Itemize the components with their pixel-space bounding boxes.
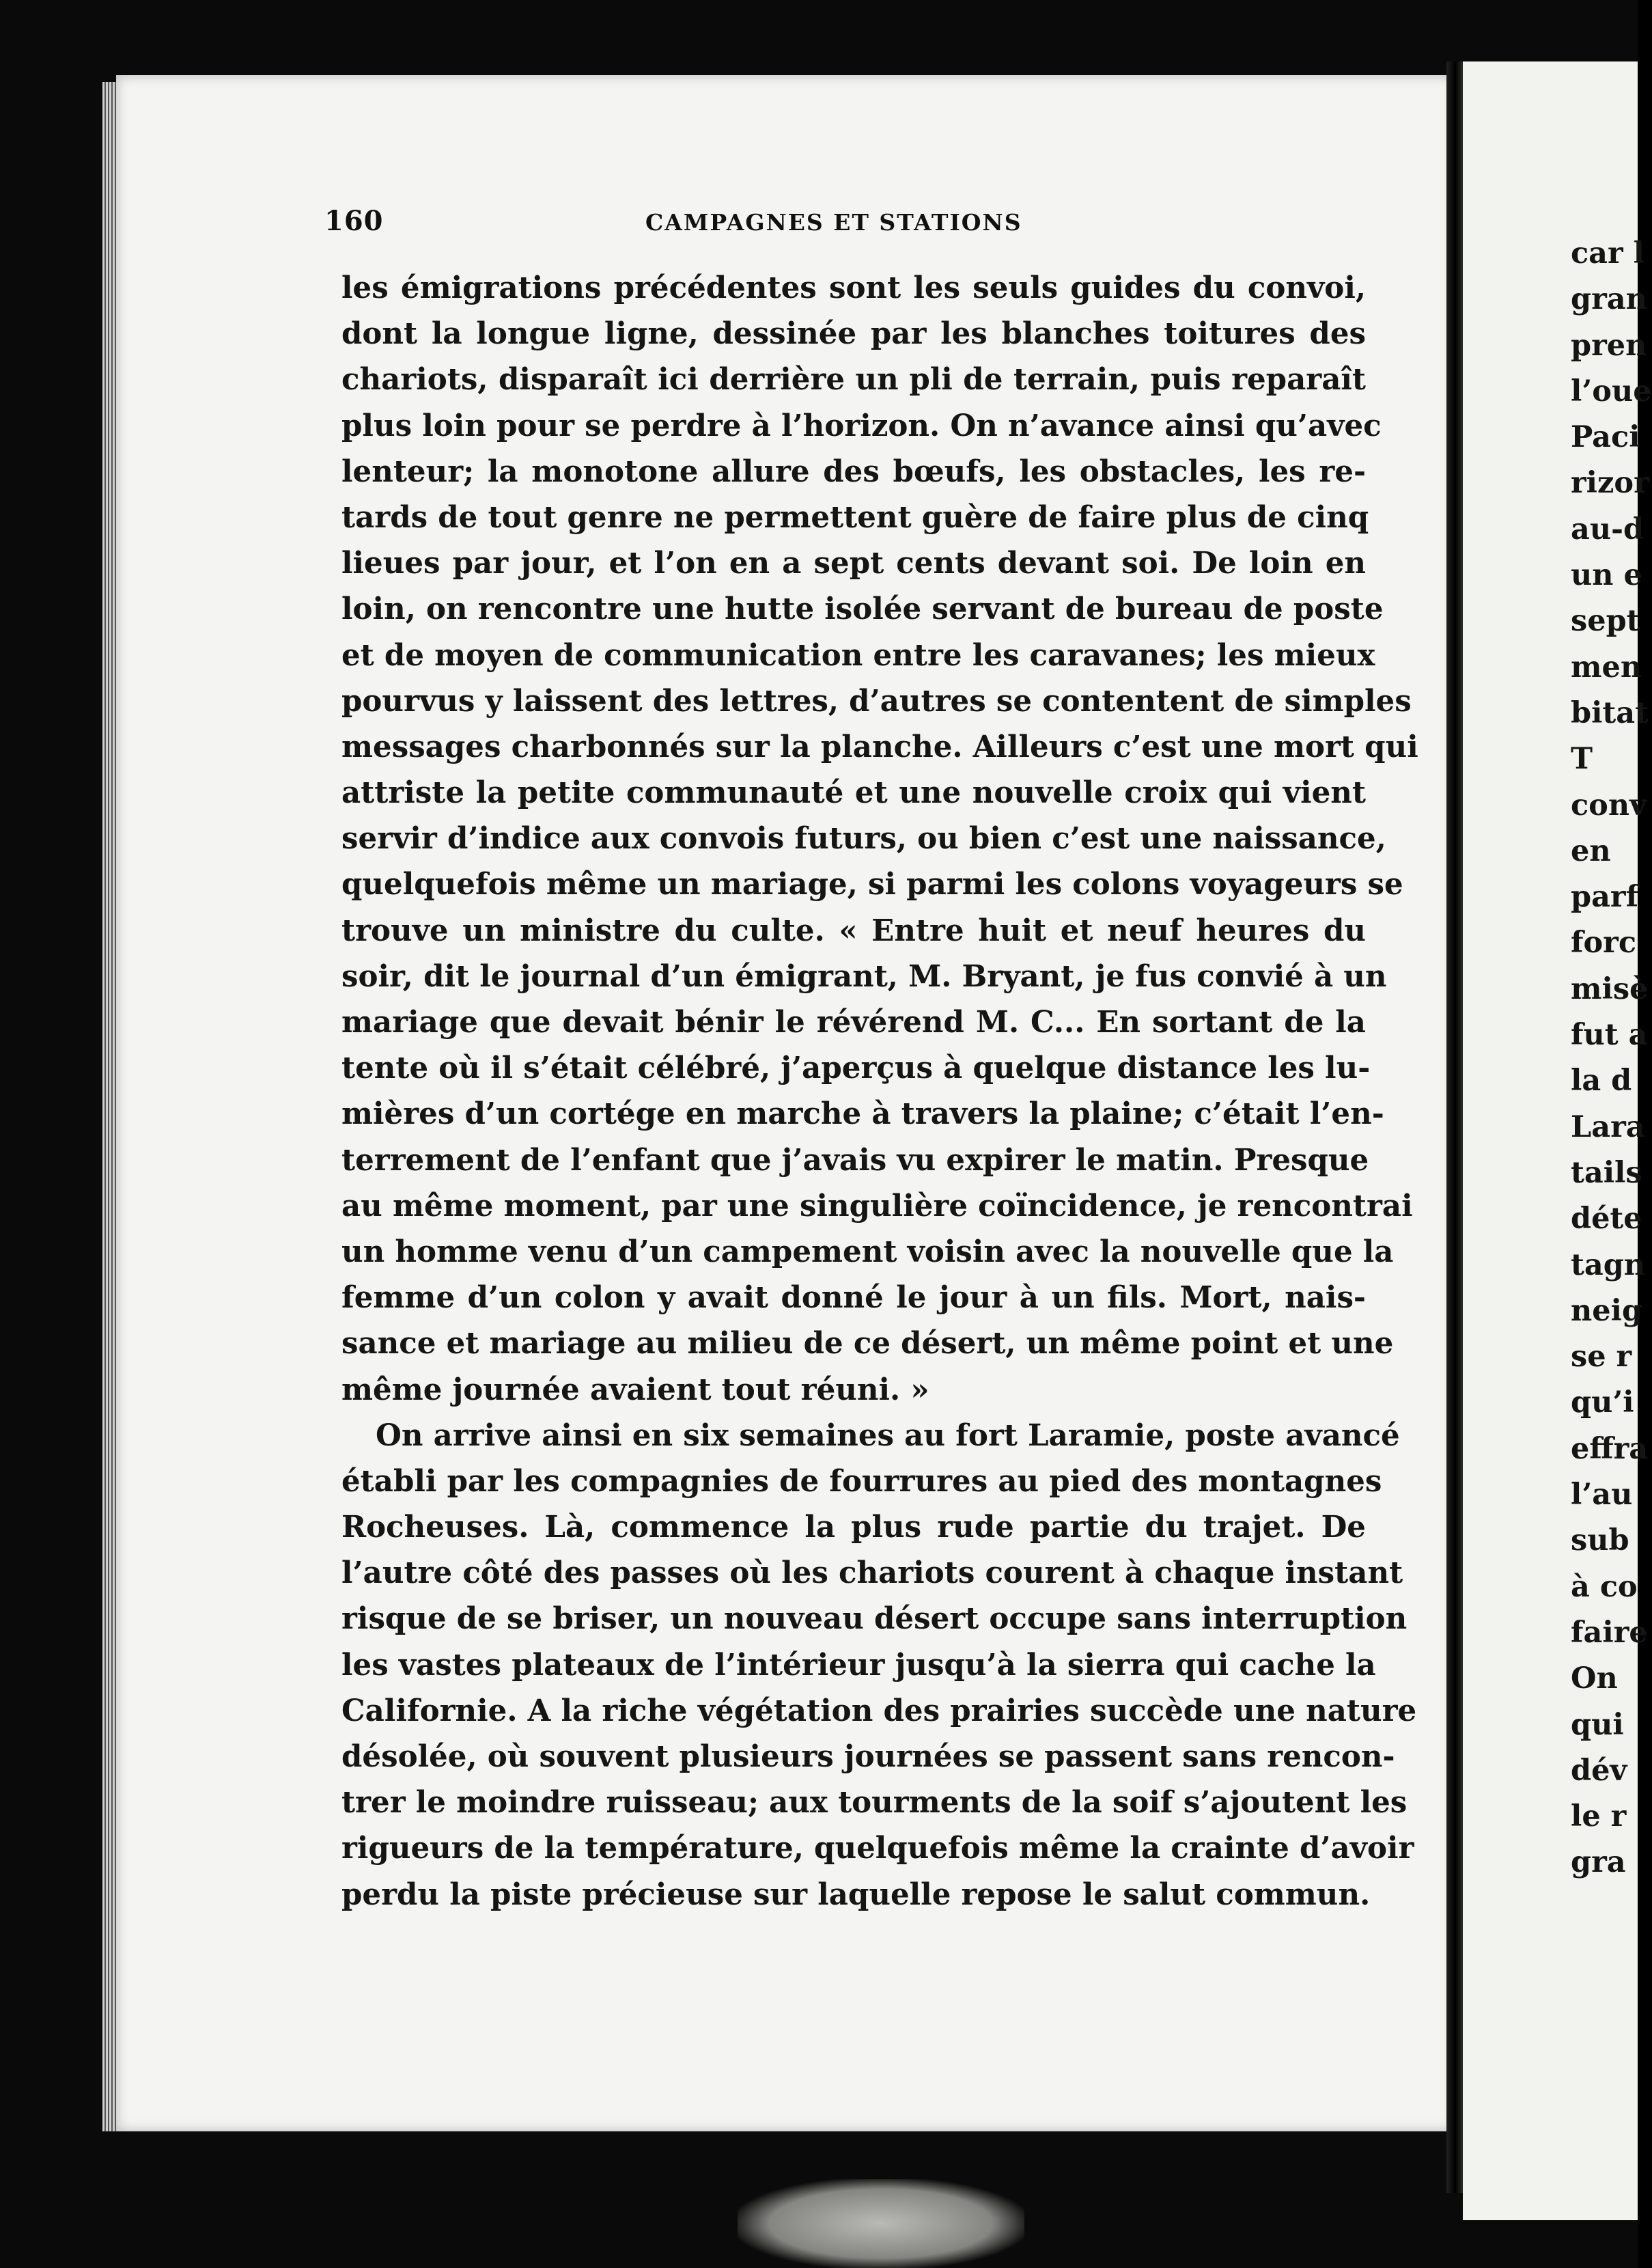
right-fragment: un e <box>1571 558 1642 593</box>
text-line: tards de tout genre ne permettent guère de faire plus de cinq <box>341 499 1369 535</box>
right-fragment: Paci <box>1571 420 1640 455</box>
text-line: perdu la piste précieuse sur laquelle repose le salut commun. <box>341 1877 1371 1912</box>
body-text <box>341 265 1418 1918</box>
text-line: soir, dit le journal d’un émigrant, M. Bryant, je fus convié à un <box>341 958 1387 994</box>
right-fragment: T <box>1571 742 1593 777</box>
text-line: mariage que devait bénir le révérend M. C... En sortant de la <box>341 1005 1366 1040</box>
right-fragment: faire <box>1571 1615 1648 1650</box>
right-fragment: en <box>1571 833 1611 868</box>
right-fragment: misè <box>1571 971 1649 1006</box>
right-fragment: dév <box>1571 1753 1627 1788</box>
text-line: Californie. A la riche végétation des prairies succède une nature <box>341 1693 1417 1728</box>
text-line: dont la longue ligne, dessinée par les blanches toitures des <box>341 316 1366 352</box>
right-page-text <box>1571 231 1652 1886</box>
right-fragment: tagn <box>1571 1247 1646 1282</box>
right-fragment: pren <box>1571 328 1647 363</box>
text-line: trer le moindre ruisseau; aux tourments de la soif s’ajoutent les <box>341 1785 1408 1821</box>
right-fragment: à co <box>1571 1569 1638 1604</box>
text-line: les émigrations précédentes sont les seuls guides du convoi, <box>341 271 1366 305</box>
right-fragment: tails <box>1571 1155 1642 1190</box>
right-fragment: la d <box>1571 1064 1632 1098</box>
text-line: terrement de l’enfant que j’avais vu expirer le matin. Presque <box>341 1142 1369 1178</box>
right-fragment: sub <box>1571 1523 1629 1558</box>
text-line: et de moyen de communication entre les caravanes; les mieux <box>341 637 1375 673</box>
text-line: lieues par jour, et l’on en a sept cents devant soi. De loin en <box>341 546 1366 581</box>
text-line: pourvus y laissent des lettres, d’autres se contentent de simples <box>341 683 1412 719</box>
text-line: risque de se briser, un nouveau désert occupe sans interruption <box>341 1601 1408 1637</box>
right-fragment: l’oue <box>1571 374 1652 409</box>
text-line: lenteur; la monotone allure des bœufs, les obstacles, les re- <box>341 454 1366 489</box>
right-fragment: déte <box>1571 1202 1642 1236</box>
text-line: sance et mariage au milieu de ce désert, un même point et une <box>341 1326 1394 1361</box>
right-fragment: conv <box>1571 788 1647 822</box>
text-line: établi par les compagnies de fourrures au pied des montagnes <box>341 1463 1382 1499</box>
paper-debris <box>738 2179 1024 2268</box>
right-fragment: le r <box>1571 1799 1627 1834</box>
text-line: On arrive ainsi en six semaines au fort Laramie, poste avancé <box>376 1418 1400 1453</box>
running-title: CAMPAGNES ET STATIONS <box>645 209 1022 236</box>
right-fragment: parf <box>1571 880 1639 915</box>
text-line: Rocheuses. Là, commence la plus rude partie du trajet. De <box>341 1510 1366 1545</box>
right-fragment: gran <box>1571 282 1647 317</box>
right-fragment: qu’i <box>1571 1385 1634 1420</box>
right-fragment: au-d <box>1571 512 1644 547</box>
right-fragment: rizor <box>1571 466 1649 501</box>
text-line: mières d’un cortége en marche à travers la plaine; c’était l’en- <box>341 1096 1384 1132</box>
text-line: servir d’indice aux convois futurs, ou bien c’est une naissance, <box>341 821 1386 857</box>
text-line: rigueurs de la température, quelquefois même la crainte d’avoir <box>341 1831 1414 1866</box>
right-fragment: effra <box>1571 1431 1649 1466</box>
right-fragment: qui <box>1571 1707 1624 1742</box>
right-fragment: car l <box>1571 236 1645 271</box>
right-fragment: fut a <box>1571 1018 1648 1053</box>
right-fragment: bitat <box>1571 695 1649 730</box>
page-header <box>324 205 1369 239</box>
page-number: 160 <box>324 205 384 237</box>
right-fragment: neig <box>1571 1293 1643 1328</box>
text-line: plus loin pour se perdre à l’horizon. On n’avance ainsi qu’avec <box>341 408 1382 443</box>
right-fragment: sept <box>1571 604 1640 639</box>
text-line: attriste la petite communauté et une nouvelle croix qui vient <box>341 775 1366 811</box>
right-fragment: gra <box>1571 1845 1626 1880</box>
text-line: trouve un ministre du culte. « Entre huit et neuf heures du <box>341 913 1366 948</box>
text-line: chariots, disparaît ici derrière un pli de terrain, puis reparaît <box>341 362 1366 398</box>
text-line: au même moment, par une singulière coïncidence, je rencontrai <box>341 1188 1413 1223</box>
book-gutter <box>1446 61 1464 2193</box>
text-line: messages charbonnés sur la planche. Ailleurs c’est une mort qui <box>341 729 1418 764</box>
text-line: tente où il s’était célébré, j’aperçus à quelque distance les lu- <box>341 1051 1371 1086</box>
text-line: l’autre côté des passes où les chariots courent à chaque instant <box>341 1555 1403 1591</box>
text-line: désolée, où souvent plusieurs journées se passent sans rencon- <box>341 1739 1395 1774</box>
right-fragment: men <box>1571 650 1642 684</box>
text-line: loin, on rencontre une hutte isolée servant de bureau de poste <box>341 592 1384 627</box>
right-fragment: forc <box>1571 926 1637 960</box>
text-line: quelquefois même un mariage, si parmi les colons voyageurs se <box>341 867 1403 902</box>
right-fragment: se r <box>1571 1340 1632 1374</box>
text-line: même journée avaient tout réuni. » <box>341 1372 929 1407</box>
right-fragment: On <box>1571 1661 1618 1696</box>
right-fragment: Lara <box>1571 1109 1645 1144</box>
text-line: femme d’un colon y avait donné le jour à un fils. Mort, nais- <box>341 1280 1366 1316</box>
right-fragment: l’au <box>1571 1478 1633 1512</box>
text-line: les vastes plateaux de l’intérieur jusqu’à la sierra qui cache la <box>341 1647 1376 1683</box>
text-line: un homme venu d’un campement voisin avec la nouvelle que la <box>341 1234 1394 1269</box>
